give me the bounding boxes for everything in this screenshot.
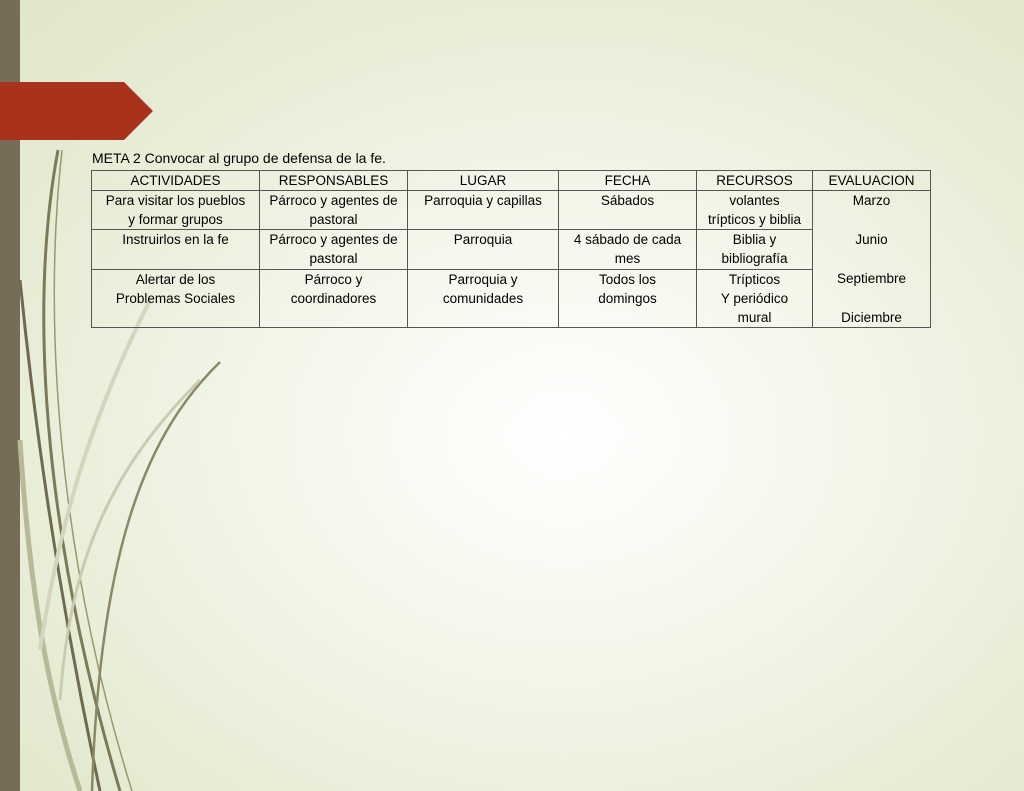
cell-line: Para visitar los pueblos xyxy=(105,193,246,208)
cell-line: Trípticos xyxy=(728,271,781,287)
cell-actividades xyxy=(92,191,260,230)
cell-line: Párroco y agentes de xyxy=(269,232,398,248)
table-row xyxy=(92,191,931,230)
table-row xyxy=(92,230,931,269)
cell-fecha xyxy=(559,191,697,230)
cell-line: mes xyxy=(614,251,641,267)
cell-line: Sábados xyxy=(600,193,655,208)
cell-responsables xyxy=(260,230,408,269)
cell-line: Alertar de los xyxy=(135,271,216,287)
header-lugar: LUGAR xyxy=(408,171,559,191)
cell-actividades xyxy=(92,269,260,327)
cell-line: Parroquia y xyxy=(448,271,518,287)
cell-line: trípticos y biblia xyxy=(707,212,802,227)
table-row xyxy=(92,269,931,327)
cell-recursos xyxy=(697,191,813,230)
cell-line: Párroco y xyxy=(304,271,363,287)
cell-line: Todos los xyxy=(598,271,657,287)
cell-line: y formar grupos xyxy=(128,212,223,227)
table-header-row xyxy=(92,171,931,191)
header-actividades: ACTIVIDADES xyxy=(92,171,260,191)
evaluacion-month: Junio xyxy=(855,232,888,247)
evaluacion-month: Diciembre xyxy=(841,310,902,325)
cell-line: Instruirlos en la fe xyxy=(122,232,229,248)
cell-line: coordinadores xyxy=(290,290,377,306)
header-evaluacion: EVALUACION xyxy=(813,171,931,191)
cell-recursos xyxy=(697,230,813,269)
cell-recursos xyxy=(697,269,813,327)
header-fecha: FECHA xyxy=(559,171,697,191)
evaluacion-month: Septiembre xyxy=(836,271,907,286)
cell-line: bibliografía xyxy=(721,251,788,267)
cell-fecha xyxy=(559,269,697,327)
cell-line: volantes xyxy=(729,193,780,208)
page-title: META 2 Convocar al grupo de defensa de la fe. xyxy=(92,150,386,166)
cell-line: Y periódico xyxy=(720,290,789,306)
cell-line: Biblia y xyxy=(732,232,777,248)
cell-line: pastoral xyxy=(309,212,358,227)
cell-responsables xyxy=(260,191,408,230)
header-recursos: RECURSOS xyxy=(697,171,813,191)
cell-actividades xyxy=(92,230,260,269)
cell-fecha xyxy=(559,230,697,269)
cell-responsables xyxy=(260,269,408,327)
cell-line: 4 sábado de cada xyxy=(573,232,682,248)
cell-line: pastoral xyxy=(309,251,358,267)
header-responsables: RESPONSABLES xyxy=(260,171,408,191)
cell-lugar xyxy=(408,269,559,327)
cell-line: comunidades xyxy=(442,290,524,306)
activities-table xyxy=(91,170,931,328)
cell-lugar xyxy=(408,230,559,269)
cell-line: Problemas Sociales xyxy=(115,290,236,306)
cell-line: domingos xyxy=(598,290,657,306)
cell-line: mural xyxy=(737,309,772,325)
cell-line: Párroco y agentes de xyxy=(269,193,398,208)
cell-lugar xyxy=(408,191,559,230)
cell-line: Parroquia xyxy=(453,232,513,248)
evaluacion-month: Marzo xyxy=(852,193,891,208)
cell-line: Parroquia y capillas xyxy=(424,193,542,208)
cell-evaluacion xyxy=(813,191,931,328)
decorative-leaf-strokes xyxy=(0,0,240,791)
